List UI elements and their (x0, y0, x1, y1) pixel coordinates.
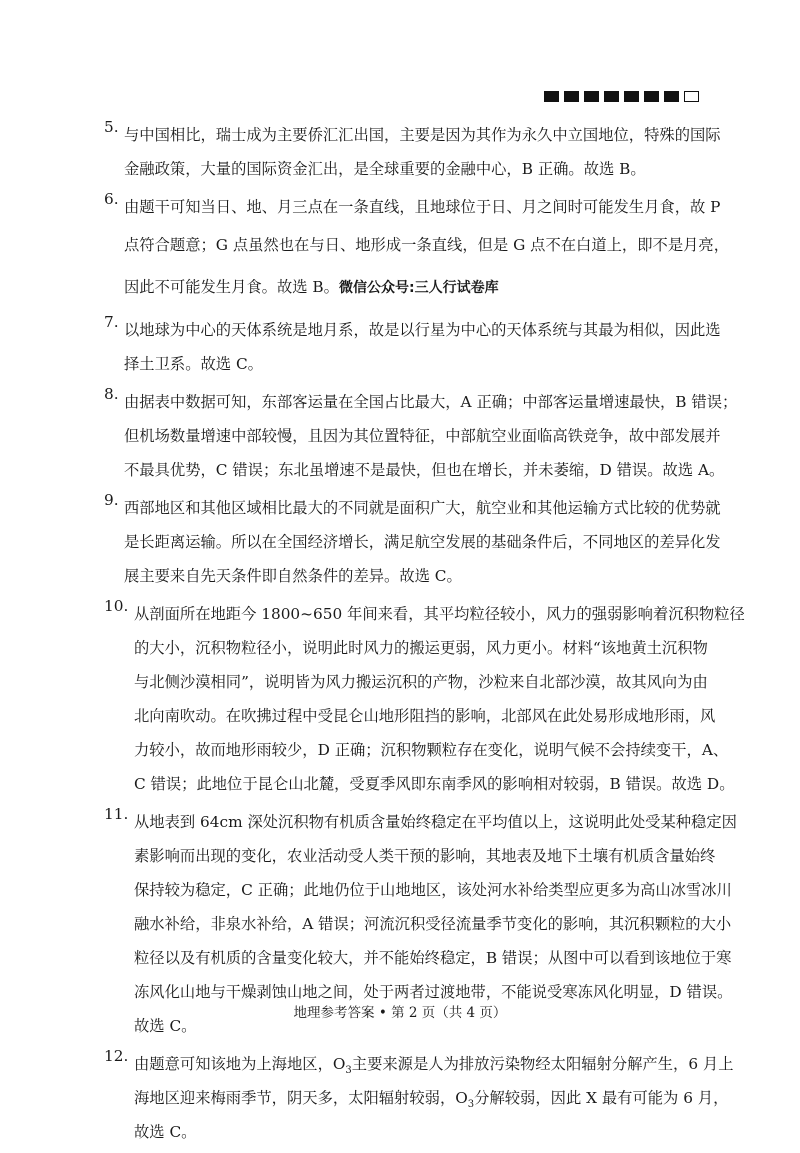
progress-mark-filled (564, 91, 579, 102)
answer-line: 点符合题意；G 点虽然也在与日、地形成一条直线，但是 G 点不在白道上，即不是月亮， (124, 236, 730, 254)
answer-line: C 错误；此地位于昆仑山北麓，受夏季风即东南季风的影响相对较弱，B 错误。故选 D。 (134, 775, 735, 793)
subscript: 3 (467, 1099, 475, 1111)
answer-line (134, 1081, 734, 1115)
answer-text (124, 491, 721, 593)
answer-line (124, 266, 729, 309)
answer-line: 的大小，沉积物粒径小，说明此时风力的搬运更弱，风力更小。材料“该地黄土沉积物 (134, 639, 708, 657)
watermark-text: 微信公众号:三人行试卷库 (338, 280, 499, 296)
subscript: 3 (345, 1065, 352, 1077)
answer-line: 素影响而出现的变化，农业活动受人类干预的影响，其地表及地下土壤有机质含量始终 (134, 847, 716, 865)
progress-mark-filled (544, 91, 559, 102)
answer-text (134, 1047, 734, 1149)
answer-line: 展主要来自先天条件即自然条件的差异。故选 C。 (124, 567, 462, 585)
answer-text (124, 385, 737, 487)
answer-line: 力较小，故而地形雨较少，D 正确；沉积物颗粒存在变化，说明气候不会持续变干，A、 (134, 741, 729, 759)
page-progress-marks (544, 91, 699, 102)
answer-line-text: 分解较弱，因此 X 最有可能为 6 月， (474, 1089, 729, 1107)
answer-text (134, 597, 745, 801)
answer-item-12 (104, 1047, 734, 1149)
page-footer: 地理参考答案 • 第 2 页（共 4 页） (293, 1005, 507, 1021)
progress-mark-filled (584, 91, 599, 102)
answer-line-text: 海地区迎来梅雨季节，阴天多，太阳辐射较弱，O (134, 1089, 468, 1107)
answer-item-6 (104, 190, 730, 309)
answer-text (124, 190, 729, 309)
answer-line: 故选 C。 (134, 1123, 197, 1141)
answer-line: 不最具优势，C 错误；东北虽增速不是最快，但也在增长，并未萎缩，D 错误。故选 A。 (124, 461, 725, 479)
answer-item-10 (104, 597, 745, 801)
answer-item-5 (104, 118, 721, 186)
answer-item-7 (104, 313, 721, 381)
answer-line: 以地球为中心的天体系统是地月系，故是以行星为中心的天体系统与其最为相似，因此选 (124, 321, 721, 339)
progress-mark-filled (644, 91, 659, 102)
answer-line-text: 主要来源是人为排放污染物经太阳辐射分解产生，6 月上 (351, 1055, 734, 1073)
answer-line: 但机场数量增速中部较慢，且因为其位置特征，中部航空业面临高铁竞争，故中部发展并 (124, 427, 721, 445)
answer-line: 与中国相比，瑞士成为主要侨汇汇出国，主要是因为其作为永久中立国地位，特殊的国际 (124, 126, 721, 144)
answer-line: 从地表到 64cm 深处沉积物有机质含量始终稳定在平均值以上，这说明此处受某种稳定因 (134, 813, 737, 831)
answer-line: 北向南吹动。在吹拂过程中受昆仑山地形阻挡的影响，北部风在此处易形成地形雨，风 (134, 707, 716, 725)
answer-line: 择土卫系。故选 C。 (124, 355, 263, 373)
answer-number: 12. (104, 1047, 129, 1065)
answer-number: 6. (104, 190, 119, 208)
progress-mark-filled (624, 91, 639, 102)
answer-number: 8. (104, 385, 119, 403)
answer-number: 11. (104, 805, 129, 823)
answer-item-8 (104, 385, 738, 487)
answer-line-text: 由题意可知该地为上海地区，O (134, 1055, 346, 1073)
progress-mark-filled (604, 91, 619, 102)
answer-line: 故选 C。 (134, 1017, 197, 1035)
answer-line: 从剖面所在地距今 1800~650 年间来看，其平均粒径较小，风力的强弱影响着沉积物粒径 (134, 605, 745, 623)
answer-line: 保持较为稳定，C 正确；此地仍位于山地地区，该处河水补给类型应更多为高山冰雪冰川 (134, 881, 732, 899)
answer-number: 10. (104, 597, 129, 615)
answer-line: 冻风化山地与干燥剥蚀山地之间，处于两者过渡地带，不能说受寒冻风化明显，D 错误。 (134, 983, 733, 1001)
answer-line: 与北侧沙漠相同”，说明皆为风力搬运沉积的产物，沙粒来自北部沙漠，故其风向为由 (134, 673, 708, 691)
answer-text (124, 313, 721, 381)
answer-line: 金融政策，大量的国际资金汇出，是全球重要的金融中心，B 正确。故选 B。 (124, 160, 646, 178)
answer-line: 融水补给，非泉水补给，A 错误；河流沉积受径流量季节变化的影响，其沉积颗粒的大小 (134, 915, 732, 933)
answer-line: 是长距离运输。所以在全国经济增长，满足航空发展的基础条件后，不同地区的差异化发 (124, 533, 721, 551)
answer-line: 由据表中数据可知，东部客运量在全国占比最大，A 正确；中部客运量增速最快，B 错误； (124, 393, 738, 411)
answer-number: 9. (104, 491, 119, 509)
answer-text (124, 118, 721, 186)
progress-mark-filled (664, 91, 679, 102)
answer-line (134, 1047, 734, 1081)
answer-line: 由题干可知当日、地、月三点在一条直线，且地球位于日、月之间时可能发生月食，故 P (124, 198, 721, 216)
answer-list (104, 118, 745, 1153)
answer-number: 5. (104, 118, 119, 136)
answer-line: 粒径以及有机质的含量变化较大，并不能始终稳定，B 错误；从图中可以看到该地位于寒 (134, 949, 732, 967)
answer-number: 7. (104, 313, 119, 331)
answer-line-text: 因此不可能发生月食。故选 B。 (124, 278, 339, 296)
answer-line: 西部地区和其他区域相比最大的不同就是面积广大，航空业和其他运输方式比较的优势就 (124, 499, 721, 517)
answer-item-9 (104, 491, 721, 593)
progress-mark-empty (684, 91, 699, 102)
